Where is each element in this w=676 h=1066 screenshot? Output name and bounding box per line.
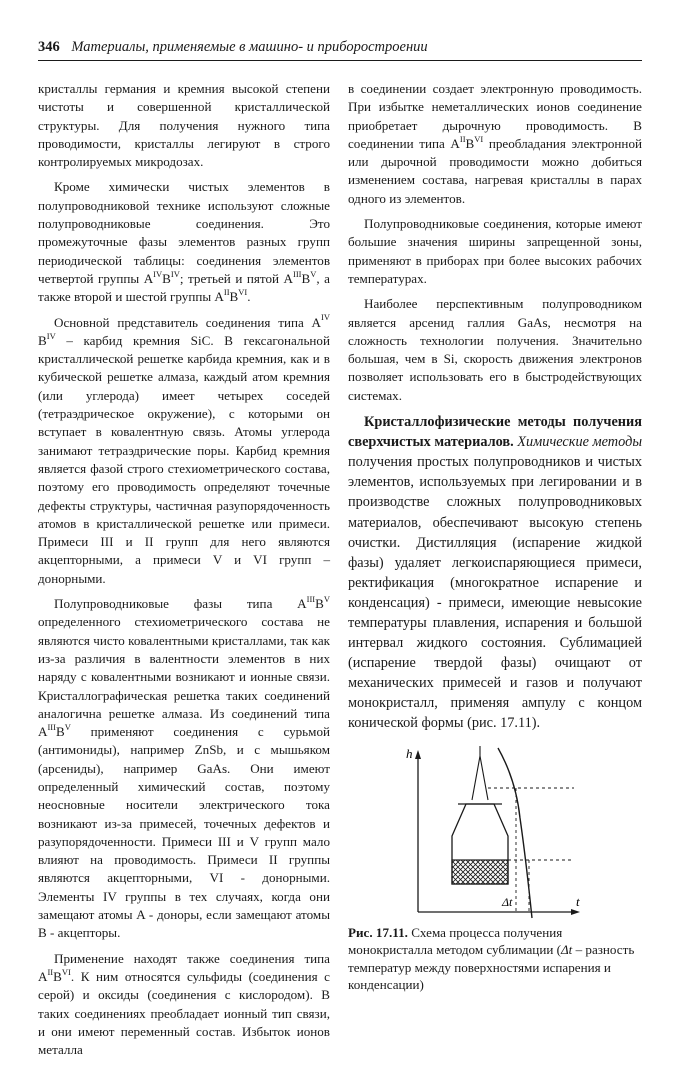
paragraph: Применение находят также соединения типа $A^{II}B^{VI}$. К ним относятся сульфиды (соединения с серой) и оксиды (соединения с кислородом). В таких соединениях преобладает ионный тип связи, и они имеют переменный состав. Избыток ионов металла — [38, 950, 330, 1058]
paragraph: Кристаллофизические методы получения сверхчистых материалов. Химические методы получения простых полупроводников и чистых элементов, используемых при легировании и в производстве сложных полупроводниковых материалов, обеспечивают высокую степень очистки. Дистилляция (испарение жидкой фазы) удаляет легкоиспаряющиеся примеси, ректификация (многократное испарение и конденсация) - примеси, имеющие невысокие температуры плавления, испарения и большой интервал жидкого состояния. Сублимацией (испарение твердой фазы) очищают от механических примесей и газов и получают монокристалл, применяя ампулу с концом конической формы (рис. 17.11). — [348, 414, 643, 732]
paragraph: Наиболее перспективным полупроводником является арсенид галлия GaAs, несмотря на сложность технологии получения. Значительно большая, чем в Si, скорость движения электронов позволяет использовать его в быстродействующих системах. — [348, 296, 642, 403]
crystal-cone — [472, 756, 488, 800]
paragraph: в соединении создает электронную проводимость. При избытке неметаллических ионов соединение приобретает дырочную проводимость. В соединении типа $A^{II}B^{VI}$ преобладания электронной или дырочной проводимости можно добиться изменением состава, нагревая кристаллы в парах одного из элементов. — [348, 81, 642, 206]
right-column — [348, 80, 642, 994]
charge-material — [452, 860, 508, 884]
section-heading: Кристаллофизические методы получения сверхчистых материалов. — [348, 414, 642, 451]
delta-t-label: Δt — [502, 894, 513, 909]
paragraph: кристаллы германия и кремния высокой степени чистоты и совершенной кристаллической структуры. Для получения нужного типа проводимости, кристаллы легируют в строго контролируемых микродозах. — [38, 81, 330, 170]
paragraph: Полупроводниковые фазы типа $A^{III}B^V$ определенного стехиометрического состава не являются чисто ковалентными кристаллами, так как из-за различия в валентности элементов в них наряду с ковалентными возникают и ионные связи. Кристаллографическая решетка таких соединений аналогична решетке алмаза. Из соединений типа $A^{III}B^V$ применяют соединения с сурьмой (антимониды), например ZnSb, и с мышьяком (арсениды), например GaAs. Они имеют определенный химический состав, поэтому неосновные носители электрического тока возникают из-за примесей, точечных дефектов и разупорядоченности. Примеси III и V групп мало влияют на проводимость. Примеси II группы являются акцепторными, VI - донорными. Элементы IV группы в тех случаях, когда они замещают атомы A - доноры, если замещают атомы B - акцепторы. — [38, 593, 330, 941]
sublimation-diagram — [348, 742, 642, 924]
x-axis-label: t — [576, 893, 580, 909]
y-axis-label: h — [406, 745, 413, 761]
page-number: 346 — [38, 39, 60, 55]
figure-17-11 — [348, 742, 642, 924]
figure-caption: Рис. 17.11. Схема процесса получения монокристалла методом сублимации (Δt – разность температур между поверхностями испарения и конденсации) — [348, 924, 635, 993]
paragraph: Кроме химически чистых элементов в полупроводниковой технике используют сложные полупроводниковые соединения. Это промежуточные фазы элементов разных групп периодической таблицы: соединения элементов четвертой группы $A^{IV}B^{IV}$; третьей и пятой $A^{III}B^V$, а также второй и шестой группы $A^{II}B^{VI}$. — [38, 179, 330, 305]
left-column — [38, 80, 330, 1066]
paragraph: Основной представитель соединения типа $A^{IV}$ $B^{IV}$ – карбид кремния SiC. В гексагональной кристаллической решетке карбида кремния, как и в кубической решетке алмаза, каждый атом кремния (или углерода) имеет четырех соседей (тетраэдрическое окружение), с которыми он вступает в ковалентную связь. Атомы углерода занимают тетраэдрические поры. Карбид кремния является фазой строго стехиометрического состава, поэтому его проводимость определяют точечные дефекты структуры, частичная разупорядоченность атомов в кристаллической решетке или примеси. Примеси III и II групп для него являются акцепторными, а примеси V и VI групп – донорными. — [38, 312, 330, 586]
temperature-curve — [498, 748, 532, 918]
running-title: Материалы, применяемые в машино- и приборостроении — [71, 39, 428, 55]
paragraph: Полупроводниковые соединения, которые имеют большие значения ширины запрещенной зоны, применяют в приборах при более высоких рабочих температурах. — [348, 216, 642, 286]
running-header — [38, 38, 638, 56]
header-rule — [38, 60, 642, 61]
